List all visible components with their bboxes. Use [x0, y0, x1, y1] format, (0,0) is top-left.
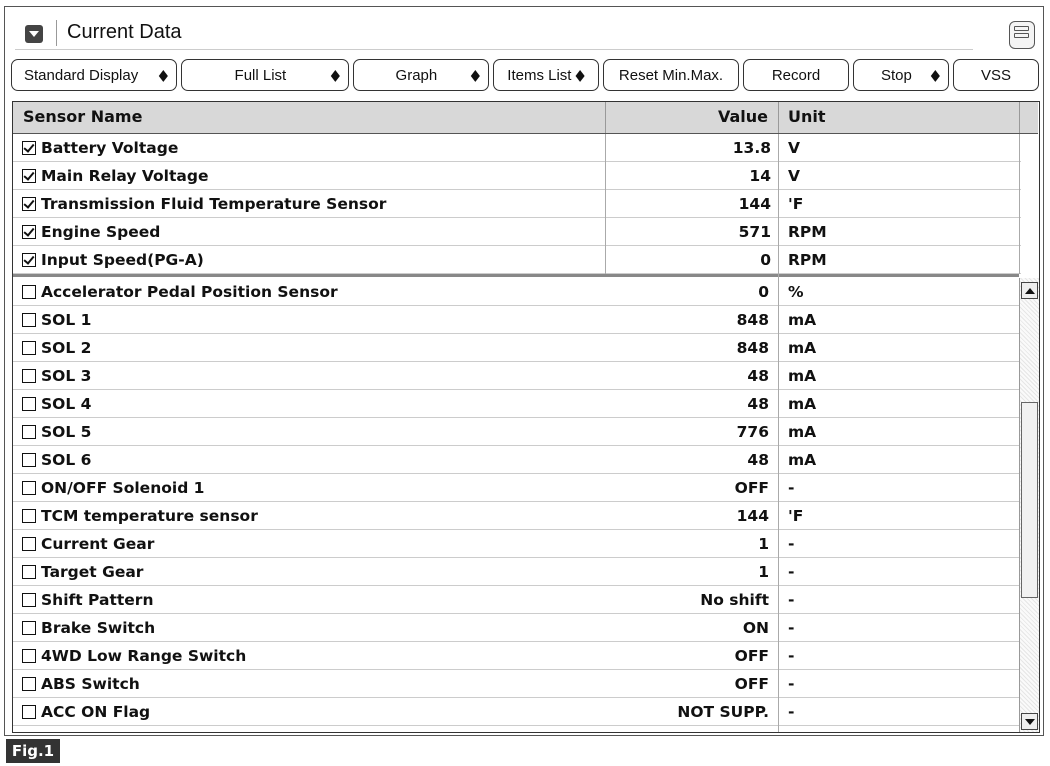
checkbox-icon[interactable] — [22, 621, 36, 635]
table-row[interactable] — [13, 614, 1019, 642]
checkbox-checked-icon[interactable] — [22, 169, 36, 183]
collapse-icon[interactable] — [25, 25, 43, 43]
sensor-name: ACC ON Flag — [41, 703, 151, 721]
stop-select[interactable] — [853, 59, 949, 91]
column-divider — [778, 134, 779, 733]
sensor-unit: - — [788, 647, 795, 665]
sensor-value: 144 — [738, 195, 771, 213]
sensor-value: OFF — [734, 479, 769, 497]
checkbox-icon[interactable] — [22, 397, 36, 411]
sensor-value: 13.8 — [732, 139, 771, 157]
updown-arrow-icon: ◆ — [930, 65, 940, 85]
full-list-select[interactable] — [181, 59, 349, 91]
table-row[interactable] — [13, 502, 1019, 530]
items-list-label: Items List — [507, 66, 572, 84]
sensor-name: Brake Switch — [41, 619, 156, 637]
sensor-name: SOL 3 — [41, 367, 92, 385]
standard-display-select[interactable] — [11, 59, 177, 91]
sensor-value: 1 — [758, 563, 769, 581]
record-label: Record — [771, 66, 821, 84]
checkbox-checked-icon[interactable] — [22, 253, 36, 267]
current-data-window — [4, 6, 1044, 736]
sensor-unit: - — [788, 479, 795, 497]
sensor-unit: 'F — [788, 507, 804, 525]
sensor-value: 0 — [760, 251, 771, 269]
sensor-name: TCM temperature sensor — [41, 507, 258, 525]
header-value[interactable]: Value — [717, 107, 768, 126]
checkbox-icon[interactable] — [22, 677, 36, 691]
sensor-value: 0 — [758, 283, 769, 301]
sensor-unit: mA — [788, 423, 817, 441]
table-row[interactable] — [13, 446, 1019, 474]
full-list-label: Full List — [234, 66, 287, 84]
checkbox-checked-icon[interactable] — [22, 225, 36, 239]
checkbox-icon[interactable] — [22, 453, 36, 467]
table-row[interactable] — [13, 558, 1019, 586]
table-row[interactable] — [13, 698, 1019, 726]
sensor-name: Target Gear — [41, 563, 144, 581]
sensor-value: NOT SUPP. — [677, 703, 769, 721]
column-divider — [1019, 134, 1020, 274]
table-row[interactable] — [13, 218, 1021, 246]
updown-arrow-icon: ◆ — [470, 65, 480, 85]
sensor-value: 848 — [736, 339, 769, 357]
checkbox-icon[interactable] — [22, 369, 36, 383]
sensor-unit: - — [788, 703, 795, 721]
updown-arrow-icon: ◆ — [330, 65, 340, 85]
sensor-value: 48 — [747, 395, 769, 413]
sensor-unit: - — [788, 591, 795, 609]
sensor-unit: - — [788, 619, 795, 637]
sensor-name: Shift Pattern — [41, 591, 154, 609]
sensor-name: Main Relay Voltage — [41, 167, 209, 185]
sensor-name: Engine Speed — [41, 223, 161, 241]
table-row[interactable] — [13, 306, 1019, 334]
sensor-value: OFF — [734, 647, 769, 665]
sensor-unit: mA — [788, 451, 817, 469]
graph-label: Graph — [395, 66, 438, 84]
sensor-value: 1 — [758, 535, 769, 553]
checkbox-checked-icon[interactable] — [22, 197, 36, 211]
sensor-value: No shift — [700, 591, 769, 609]
window-title: Current Data — [67, 21, 182, 43]
sensor-unit: V — [788, 167, 800, 185]
graph-select[interactable] — [353, 59, 489, 91]
sensor-name: SOL 1 — [41, 311, 92, 329]
table-row[interactable] — [13, 642, 1019, 670]
table-row[interactable] — [13, 530, 1019, 558]
sensor-value: 14 — [749, 167, 771, 185]
checkbox-icon[interactable] — [22, 285, 36, 299]
updown-arrow-icon: ◆ — [158, 65, 168, 85]
checkbox-icon[interactable] — [22, 481, 36, 495]
column-divider — [605, 134, 606, 274]
vss-label: VSS — [980, 66, 1011, 84]
table-row[interactable] — [13, 474, 1019, 502]
toolbar — [5, 59, 1043, 95]
sensor-value: OFF — [734, 675, 769, 693]
checkbox-icon[interactable] — [22, 565, 36, 579]
standard-display-label: Standard Display — [24, 66, 139, 84]
sensor-data-table — [12, 101, 1040, 733]
table-row[interactable] — [13, 390, 1019, 418]
sensor-value: 776 — [736, 423, 769, 441]
updown-arrow-icon: ◆ — [575, 65, 585, 85]
sensor-value: 48 — [747, 451, 769, 469]
sensor-name: SOL 2 — [41, 339, 92, 357]
title-bar — [5, 7, 1043, 55]
checkbox-checked-icon[interactable] — [22, 141, 36, 155]
table-row[interactable] — [13, 418, 1019, 446]
header-divider — [605, 102, 606, 133]
sensor-unit: V — [788, 139, 800, 157]
header-unit[interactable]: Unit — [788, 107, 826, 126]
title-divider — [56, 20, 57, 46]
figure-label: Fig.1 — [6, 739, 60, 763]
checkbox-icon[interactable] — [22, 341, 36, 355]
scrollbar-thumb[interactable] — [1021, 402, 1038, 598]
table-row[interactable] — [13, 162, 1021, 190]
sensor-name: 4WD Low Range Switch — [41, 647, 247, 665]
checkbox-icon[interactable] — [22, 705, 36, 719]
sensor-unit: mA — [788, 395, 817, 413]
table-row[interactable] — [13, 134, 1021, 162]
sensor-name: SOL 5 — [41, 423, 92, 441]
table-row[interactable] — [13, 190, 1021, 218]
sensor-name: Accelerator Pedal Position Sensor — [41, 283, 338, 301]
table-row[interactable] — [13, 334, 1019, 362]
checkbox-icon[interactable] — [22, 649, 36, 663]
scroll-up-icon[interactable] — [1021, 282, 1038, 299]
sensor-name: Battery Voltage — [41, 139, 179, 157]
sensor-unit: RPM — [788, 223, 827, 241]
scroll-down-icon[interactable] — [1021, 713, 1038, 730]
sensor-unit: % — [788, 283, 804, 301]
sensor-value: ON — [742, 619, 769, 637]
title-underline — [15, 49, 973, 50]
sensor-value: 48 — [747, 367, 769, 385]
sensor-name: ABS Switch — [41, 675, 140, 693]
items-list-select[interactable] — [493, 59, 599, 91]
sensor-unit: mA — [788, 367, 817, 385]
table-row[interactable] — [13, 246, 1021, 274]
sensor-name: Transmission Fluid Temperature Sensor — [41, 195, 387, 213]
stop-label: Stop — [880, 66, 912, 84]
sensor-unit: - — [788, 563, 795, 581]
reset-label: Reset Min.Max. — [618, 66, 724, 84]
checkbox-icon[interactable] — [22, 509, 36, 523]
reset-min-max-button[interactable] — [603, 59, 739, 91]
header-sensor-name[interactable]: Sensor Name — [23, 107, 143, 126]
pinned-separator — [13, 274, 1019, 277]
vss-button[interactable] — [953, 59, 1039, 91]
table-header — [13, 102, 1038, 134]
sensor-unit: mA — [788, 339, 817, 357]
sensor-unit: 'F — [788, 195, 804, 213]
sensor-value: 571 — [738, 223, 771, 241]
header-divider — [1019, 102, 1020, 133]
checkbox-icon[interactable] — [22, 537, 36, 551]
sensor-name: Current Gear — [41, 535, 155, 553]
sensor-unit: mA — [788, 311, 817, 329]
sensor-unit: - — [788, 535, 795, 553]
checkbox-icon[interactable] — [22, 425, 36, 439]
sensor-unit: RPM — [788, 251, 827, 269]
table-row[interactable] — [13, 670, 1019, 698]
sensor-value: 144 — [736, 507, 769, 525]
vertical-scrollbar[interactable] — [1019, 278, 1039, 732]
table-row[interactable] — [13, 362, 1019, 390]
checkbox-icon[interactable] — [22, 313, 36, 327]
sensor-name: Input Speed(PG-A) — [41, 251, 204, 269]
menu-icon[interactable] — [1009, 21, 1035, 49]
sensor-name: SOL 6 — [41, 451, 92, 469]
sensor-unit: - — [788, 675, 795, 693]
header-divider — [778, 102, 779, 133]
sensor-value: 848 — [736, 311, 769, 329]
table-row[interactable] — [13, 278, 1019, 306]
checkbox-icon[interactable] — [22, 593, 36, 607]
sensor-name: SOL 4 — [41, 395, 92, 413]
table-row[interactable] — [13, 586, 1019, 614]
sensor-name: ON/OFF Solenoid 1 — [41, 479, 205, 497]
record-button[interactable] — [743, 59, 849, 91]
